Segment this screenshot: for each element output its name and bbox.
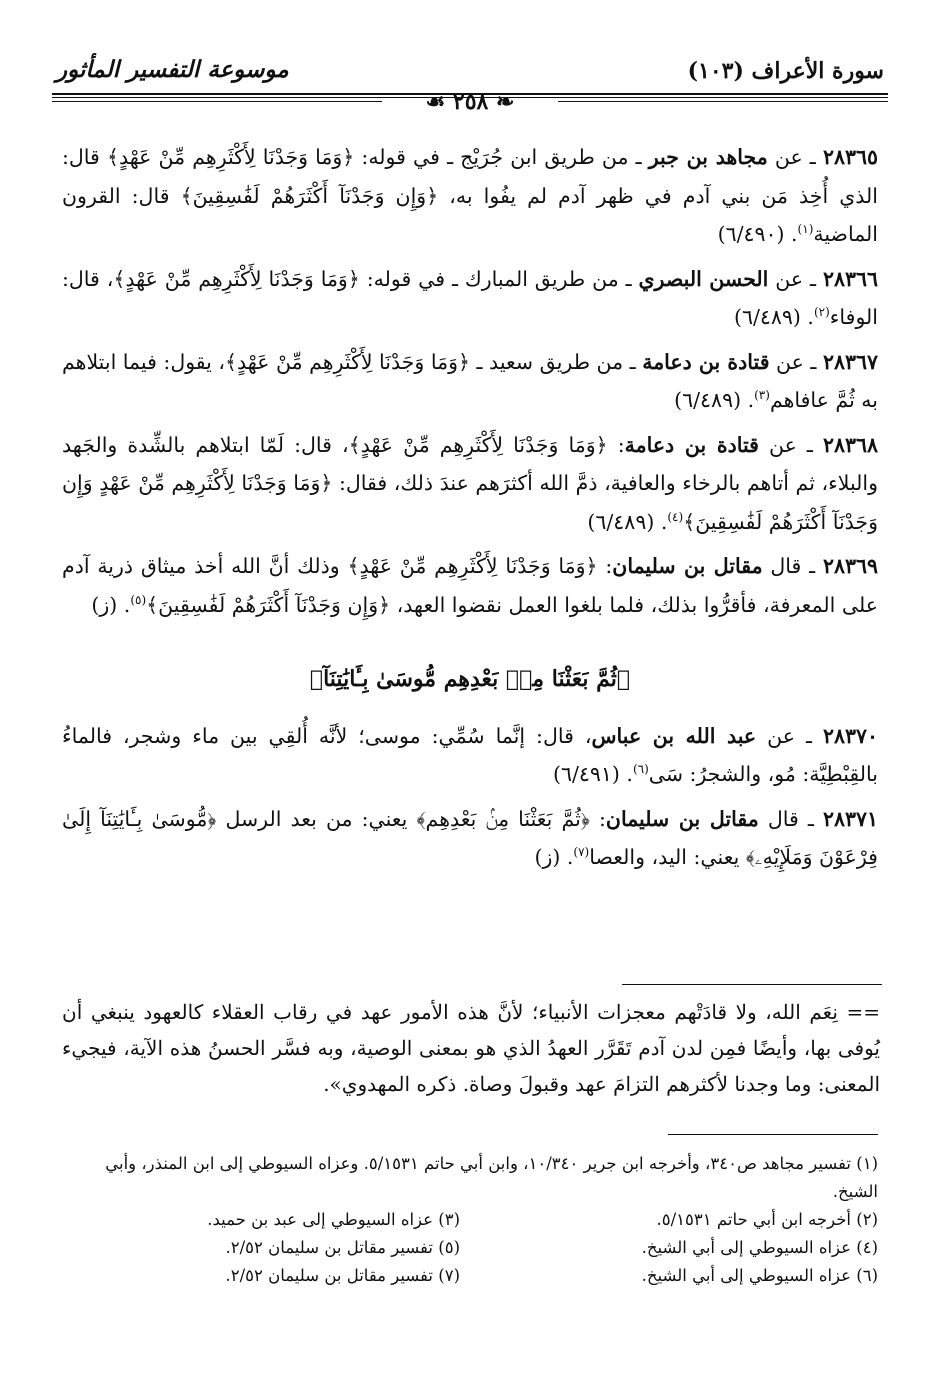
footnote-ref[interactable]: (٧) bbox=[573, 845, 590, 860]
verse-heading: ﴿ثُمَّ بَعَثْنَا مِنۢ بَعْدِهِم مُّوسَىٰ بِـَٔايَٰتِنَآ﴾ bbox=[309, 666, 631, 692]
entry-text: ـ من طريق سعيد ـ ﴿وَمَا وَجَدْنَا لِأَكْثَرِهِم مِّنْ عَهْدٍ﴾، يقول: فيما ابتلاهم به ثُمَّ عافاهم bbox=[62, 349, 878, 412]
narrator-name: قتادة بن دعامة bbox=[624, 432, 759, 457]
ornament-line-left bbox=[52, 101, 382, 102]
narrator-name: مقاتل بن سليمان bbox=[605, 806, 759, 831]
footnote-ref[interactable]: (١) bbox=[797, 222, 814, 237]
footnote-2: (٢) أخرجه ابن أبي حاتم ٥/١٥٣١. bbox=[656, 1210, 878, 1229]
entry-text: : ﴿وَمَا وَجَدْنَا لِأَكْثَرِهِم مِّنْ عَهْدٍ﴾، قال: لَمّا ابتلاهم بالشِّدة والجَهد والبلاء، ثم أتاهم بالرخاء والعافية، ذمَّ الله أكثرَهم عندَ ذلك، فقال: ﴿وَمَا وَجَدْنَا لِأَكْثَرِهِم مِّنْ عَهْدٍ وَإِن وَجَدْنَآ أَكْثَرَهُمْ لَفَٰسِقِينَ﴾ bbox=[62, 432, 878, 534]
entry-number: ٢٨٣٦٧ bbox=[822, 349, 878, 374]
footnotes bbox=[62, 1150, 878, 1290]
book-title: موسوعة التفسير المأثور bbox=[56, 56, 289, 83]
entry-number: ٢٨٣٦٦ bbox=[822, 266, 878, 291]
narration-entry: ٢٨٣٦٥ ـ عن مجاهد بن جبر ـ من طريق ابن جُرَيْج ـ في قوله: ﴿وَمَا وَجَدْنَا لِأَكْثَرِهِم مِّنْ عَهْدٍ﴾ قال: الذي أُخِذ مَن بني آدم في ظهر آدم لم يفُوا به، ﴿وَإِن وَجَدْنَآ أَكْثَرَهُمْ لَفَٰسِقِينَ﴾ قال: القرون الماضية$^{(١)}$. (٦/٤٩٠) bbox=[62, 145, 878, 246]
footnote-separator bbox=[668, 1134, 878, 1135]
narration-entry: ٢٨٣٦٦ ـ عن الحسن البصري ـ من طريق المبارك ـ في قوله: ﴿وَمَا وَجَدْنَا لِأَكْثَرِهِم مِّنْ عَهْدٍ﴾، قال: الوفاء$^{(٢)}$. (٦/٤٨٩) bbox=[62, 266, 878, 329]
footnote-5: (٥) تفسير مقاتل بن سليمان ٢/٥٢. bbox=[225, 1238, 460, 1257]
narration-entry: ٢٨٣٦٧ ـ عن قتادة بن دعامة ـ من طريق سعيد ـ ﴿وَمَا وَجَدْنَا لِأَكْثَرِهِم مِّنْ عَهْدٍ﴾، يقول: فيما ابتلاهم به ثُمَّ عافاهم$^{(٣)}$. (٦/٤٨٩) bbox=[62, 349, 878, 412]
entry-number: ٢٨٣٦٩ bbox=[822, 554, 878, 578]
narration-entry: ٢٨٣٧٠ ـ عن عبد الله بن عباس، قال: إنَّما سُمِّي: موسى؛ لأنَّه أُلقِي بين ماء وشجر، فالماءُ بالقِبْطِيَّة: مُو، والشجرُ: سَى$^{(٦)}$. (٦/٤٩١) bbox=[62, 723, 878, 786]
entry-text: ـ من طريق ابن جُرَيْج ـ في قوله: ﴿وَمَا وَجَدْنَا لِأَكْثَرِهِم مِّنْ عَهْدٍ﴾ قال: الذي أُخِذ مَن بني آدم في ظهر آدم لم يفُوا به، ﴿وَإِن وَجَدْنَآ أَكْثَرَهُمْ لَفَٰسِقِينَ﴾ قال: القرون الماضية bbox=[62, 145, 878, 246]
footnote-ref[interactable]: (٣) bbox=[754, 388, 770, 403]
narrator-name: الحسن البصري bbox=[638, 266, 769, 291]
footnote-1: (١) تفسير مجاهد ص٣٤٠، وأخرجه ابن جرير ١٠/٣٤٠، وابن أبي حاتم ٥/١٥٣١. وعزاه السيوطي إلى ابن المنذر، وأبي الشيخ. bbox=[105, 1154, 878, 1201]
narrator-name: عبد الله بن عباس bbox=[591, 723, 757, 748]
footnote-ref[interactable]: (٥) bbox=[130, 592, 147, 607]
footnote-ref[interactable]: (٦) bbox=[632, 762, 649, 777]
entry-number: ٢٨٣٧١ bbox=[822, 806, 879, 831]
running-header bbox=[52, 52, 888, 92]
ornament-icon: ❧ bbox=[488, 89, 515, 115]
entry-text: : ﴿ثُمَّ بَعَثْنَا مِنۢ بَعْدِهِم﴾ يعني: من بعد الرسل ﴿مُّوسَىٰ بِـَٔايَٰتِنَآ إِلَىٰ فِرْعَوْنَ وَمَلَإِيْهِۦ﴾ يعني: اليد، والعصا bbox=[62, 806, 878, 869]
narrator-name: مجاهد بن جبر bbox=[648, 145, 768, 169]
page-number: ❧ ٢٥٨ ☙ bbox=[425, 89, 515, 115]
entry-reference: . (ز) bbox=[91, 592, 131, 617]
continued-commentary: == نِعَم الله، ولا قادَتْهم معجزات الأنبياء؛ لأنَّ هذه الأمور عهد في رقاب العقلاء كالعهود ينبغي أن يُوفى بها، وأيضًا فمِن لدن آدم تَقَرَّر العهدُ الذي هو بمعنى الوصية، وبه فسَّر الحسنُ هذه الآية، فيجيء المعنى: وما وجدنا لأكثرهم التزامَ عهد وقبولَ وصاة. ذكره المهدوي». bbox=[62, 1000, 880, 1096]
entry-number: ٢٨٣٦٨ bbox=[822, 432, 878, 457]
footnote-ref[interactable]: (٢) bbox=[813, 305, 830, 320]
entry-reference: . (٦/٤٨٩) bbox=[733, 305, 814, 329]
footnote-4: (٤) عزاه السيوطي إلى أبي الشيخ. bbox=[641, 1238, 878, 1257]
footnote-3: (٣) عزاه السيوطي إلى عبد بن حميد. bbox=[207, 1210, 460, 1229]
entry-text: : ﴿وَمَا وَجَدْنَا لِأَكْثَرِهِم مِّنْ عَهْدٍ﴾ وذلك أنَّ الله أخذ ميثاق ذرية آدم على المعرفة، فأقرُّوا بذلك، فلما بلغوا العمل نقضوا العهد، ﴿وَإِن وَجَدْنَآ أَكْثَرَهُمْ لَفَٰسِقِينَ﴾ bbox=[62, 554, 878, 617]
narrator-name: مقاتل بن سليمان bbox=[612, 554, 763, 578]
footnote-grid bbox=[62, 1206, 878, 1290]
entry-reference: . (٦/٤٩٠) bbox=[717, 222, 798, 246]
surah-header: سورة الأعراف (١٠٣) bbox=[687, 58, 884, 84]
ornament-icon: ☙ bbox=[425, 89, 453, 115]
entry-reference: . (٦/٤٩١) bbox=[552, 762, 633, 786]
narrator-name: قتادة بن دعامة bbox=[642, 349, 770, 374]
entry-number: ٢٨٣٧٠ bbox=[822, 723, 878, 748]
footnote-ref[interactable]: (٤) bbox=[667, 509, 684, 524]
footnote-6: (٦) عزاه السيوطي إلى أبي الشيخ. bbox=[641, 1266, 878, 1285]
entry-reference: . (٦/٤٨٩) bbox=[674, 388, 755, 412]
entry-reference: . (ز) bbox=[534, 845, 574, 869]
footnote-7: (٧) تفسير مقاتل بن سليمان ٢/٥٢. bbox=[225, 1266, 460, 1285]
entry-text: ، قال: إنَّما سُمِّي: موسى؛ لأنَّه أُلقِي بين ماء وشجر، فالماءُ بالقِبْطِيَّة: مُو، والشجرُ: سَى bbox=[62, 723, 878, 786]
page-number-row bbox=[52, 91, 888, 113]
continuation-separator bbox=[622, 984, 882, 985]
main-text bbox=[62, 138, 878, 883]
entry-number: ٢٨٣٦٥ bbox=[822, 145, 878, 169]
narration-entry: ٢٨٣٧١ ـ قال مقاتل بن سليمان: ﴿ثُمَّ بَعَثْنَا مِنۢ بَعْدِهِم﴾ يعني: من بعد الرسل ﴿مُّوسَىٰ بِـَٔايَٰتِنَآ إِلَىٰ فِرْعَوْنَ وَمَلَإِيْهِۦ﴾ يعني: اليد، والعصا$^{(٧)}$. (ز) bbox=[62, 806, 879, 869]
narration-entry: ٢٨٣٦٨ ـ عن قتادة بن دعامة: ﴿وَمَا وَجَدْنَا لِأَكْثَرِهِم مِّنْ عَهْدٍ﴾، قال: لَمّا ابتلاهم بالشِّدة والجَهد والبلاء، ثم أتاهم بالرخاء والعافية، ذمَّ الله أكثرَهم عندَ ذلك، فقال: ﴿وَمَا وَجَدْنَا لِأَكْثَرِهِم مِّنْ عَهْدٍ وَإِن وَجَدْنَآ أَكْثَرَهُمْ لَفَٰسِقِينَ﴾$^{(٤)}$. (٦/٤٨٩) bbox=[62, 432, 878, 534]
entry-text: ـ من طريق المبارك ـ في قوله: ﴿وَمَا وَجَدْنَا لِأَكْثَرِهِم مِّنْ عَهْدٍ﴾، قال: الوفاء bbox=[62, 266, 878, 329]
entry-reference: . (٦/٤٨٩) bbox=[587, 509, 668, 534]
narration-entry: ٢٨٣٦٩ ـ قال مقاتل بن سليمان: ﴿وَمَا وَجَدْنَا لِأَكْثَرِهِم مِّنْ عَهْدٍ﴾ وذلك أنَّ الله أخذ ميثاق ذرية آدم على المعرفة، فأقرُّوا بذلك، فلما بلغوا العمل نقضوا العهد، ﴿وَإِن وَجَدْنَآ أَكْثَرَهُمْ لَفَٰسِقِينَ﴾$^{(٥)}$. (ز) bbox=[62, 554, 878, 617]
